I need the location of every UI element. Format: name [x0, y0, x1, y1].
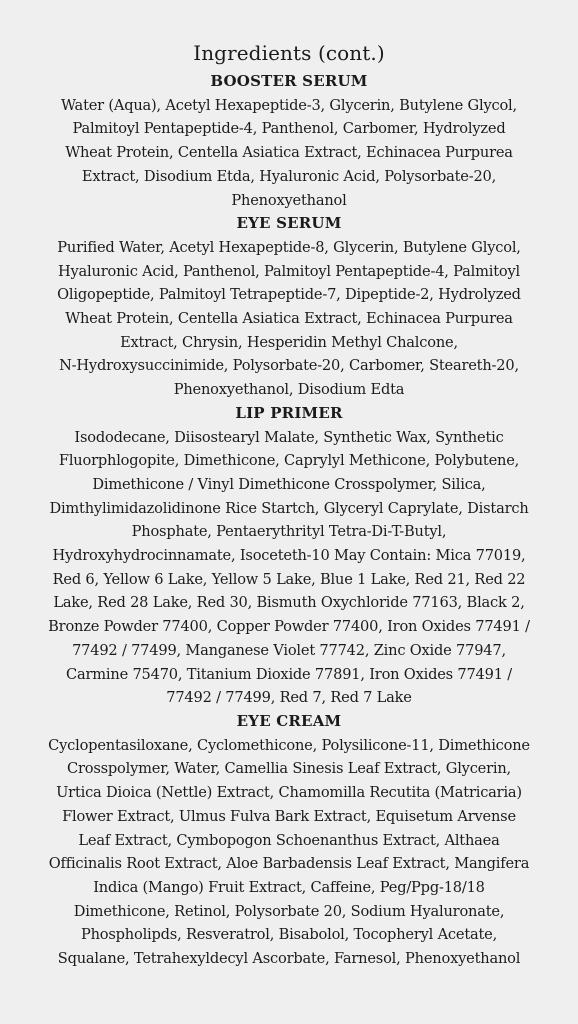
section-eye-cream [0, 710, 578, 971]
section-booster-serum [0, 70, 578, 212]
section-body-lip-primer: Isododecane, Diisostearyl Malate, Synthetic Wax, Synthetic Fluorphlogopite, Dimethicone, Caprylyl Methicone, Polybutene, Dimethicone / Vinyl Dimethicone Crosspolymer, Silica, Dimthylimidazolidinone Rice Startch, Glyceryl Caprylate, Distarch Phosphate, Pentaerythrityl Tetra-Di-T-Butyl, Hydroxyhydrocinnamate, Isoceteth-10 May Contain: Mica 77019, Red 6, Yellow 6 Lake, Yellow 5 Lake, Blue 1 Lake, Red 21, Red 22 Lake, Red 28 Lake, Red 30, Bismuth Oxychloride 77163, Black 2, Bronze Powder 77400, Copper Powder 77400, Iron Oxides 77491 / 77492 / 77499, Manganese Violet 77742, Zinc Oxide 77947, Carmine 75470, Titanium Dioxide 77891, Iron Oxides 77491 / 77492 / 77499, Red 7, Red 7 Lake [48, 428, 530, 707]
section-body-booster-serum: Water (Aqua), Acetyl Hexapeptide-3, Glycerin, Butylene Glycol, Palmitoyl Pentapeptide-4, Panthenol, Carbomer, Hydrolyzed Wheat Protein, Centella Asiatica Extract, Echinacea Purpurea Extract, Disodium Etda, Hyaluronic Acid, Polysorbate-20, Phenoxyethanol [61, 96, 517, 209]
section-lip-primer [0, 402, 578, 710]
section-heading-booster-serum: BOOSTER SERUM [210, 72, 368, 90]
section-body-eye-cream: Cyclopentasiloxane, Cyclomethicone, Polysilicone-11, Dimethicone Crosspolymer, Water, Camellia Sinesis Leaf Extract, Glycerin, Urtica Dioica (Nettle) Extract, Chamomilla Recutita (Matricaria) Flower Extract, Ulmus Fulva Bark Extract, Equisetum Arvense Leaf Extract, Cymbopogon Schoenanthus Extract, Althaea Officinalis Root Extract, Aloe Barbadensis Leaf Extract, Mangifera Indica (Mango) Fruit Extract, Caffeine, Peg/Ppg-18/18 Dimethicone, Retinol, Polysorbate 20, Sodium Hyaluronate, Phospholipds, Resveratrol, Bisabolol, Tocopheryl Acetate, Squalane, Tetrahexyldecyl Ascorbate, Farnesol, Phenoxyethanol [48, 736, 530, 968]
section-heading-lip-primer: LIP PRIMER [235, 403, 343, 422]
section-heading-eye-cream: EYE CREAM [236, 711, 342, 730]
section-body-eye-serum: Purified Water, Acetyl Hexapeptide-8, Glycerin, Butylene Glycol, Hyaluronic Acid, Panthenol, Palmitoyl Pentapeptide-4, Palmitoyl Oligopeptide, Palmitoyl Tetrapeptide-7, Dipeptide-2, Hydrolyzed Wheat Protein, Centella Asiatica Extract, Echinacea Purpurea Extract, Chrysin, Hesperidin Methyl Chalcone, N-Hydroxysuccinimide, Polysorbate-20, Carbomer, Steareth-20, Phenoxyethanol, Disodium Edta [57, 238, 521, 399]
section-eye-serum [0, 212, 578, 402]
page-title: Ingredients (cont.) [193, 41, 385, 65]
section-heading-eye-serum: EYE SERUM [236, 214, 342, 233]
